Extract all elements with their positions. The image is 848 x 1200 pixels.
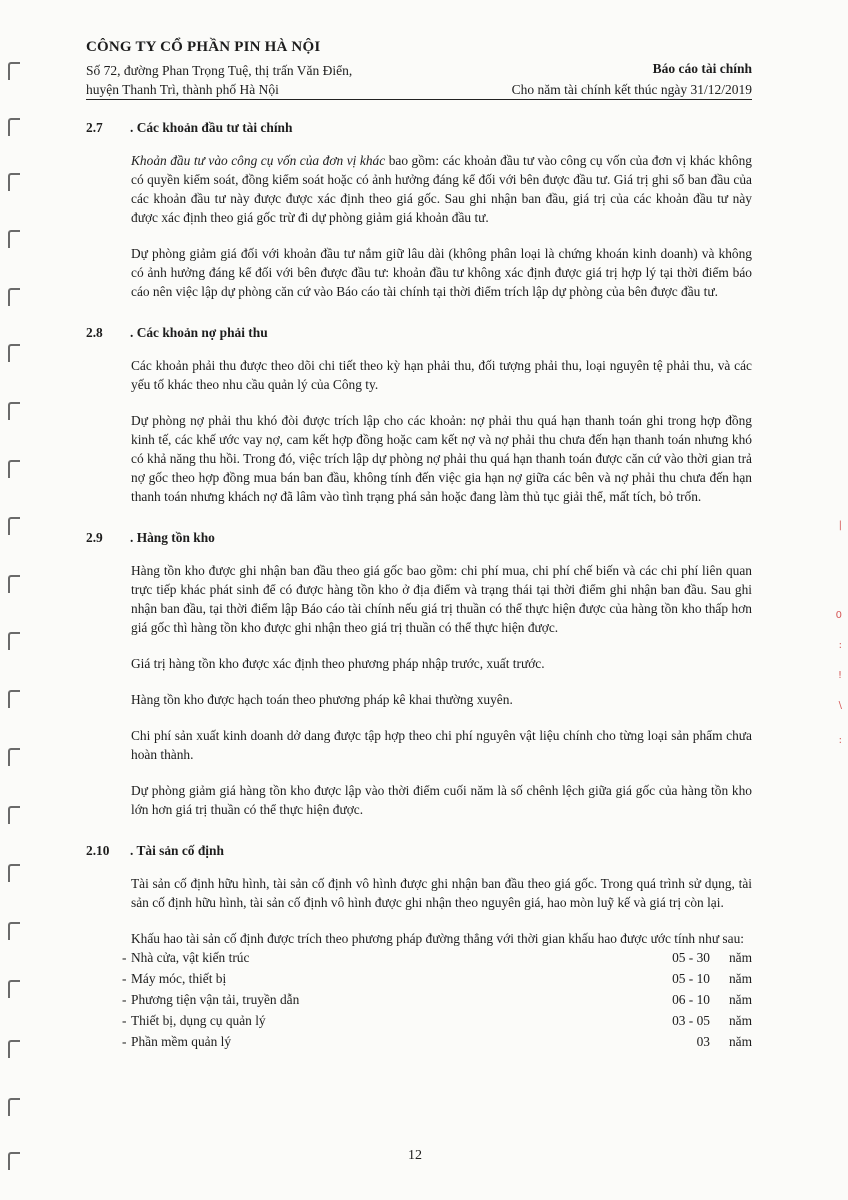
section-title: . Hàng tồn kho [130,530,215,545]
depreciation-years: 06 - 10 [672,992,710,1007]
paragraph: Khấu hao tài sản cố định được trích theo phương pháp đường thẳng với thời gian khấu hao được ước tính như sau: [131,931,745,946]
asset-category: Thiết bị, dụng cụ quản lý [131,1013,266,1028]
section-title: . Tài sản cố định [130,843,224,858]
list-bullet: - [122,971,127,986]
section-title: . Các khoản đầu tư tài chính [130,120,293,135]
depreciation-unit: năm [728,950,752,965]
binder-mark [8,632,20,650]
section-number: 2.8 [86,325,103,340]
section-heading [86,528,752,547]
paragraph: Giá trị hàng tồn kho được xác định theo phương pháp nhập trước, xuất trước. [131,656,545,671]
binder-mark [8,1152,20,1170]
list-bullet: - [122,992,127,1007]
paragraph: Các khoản phải thu được theo dõi chi tiết theo kỳ hạn phải thu, đối tượng phải thu, loại nguyên tệ phải thu, và các yếu tố khác theo nhu cầu quản lý của Công ty. [131,358,752,392]
binder-mark [8,230,20,248]
paragraph: Hàng tồn kho được ghi nhận ban đầu theo giá gốc bao gồm: chi phí mua, chi phí chế biến và các chi phí liên quan trực tiếp khác phát sinh để có được hàng tồn kho ở địa điểm và trạng thái tại thời điểm ghi nhận ban đầu. Sau ghi nhận ban đầu, tại thời điểm lập Báo cáo tài chính nếu giá trị thuần có thể thực hiện được của hàng tồn kho thấp hơn giá gốc thì hàng tồn kho được ghi nhận theo giá trị thuần có thể thực hiện được. [131,563,752,635]
depreciation-years: 03 - 05 [672,1013,710,1028]
binder-mark [8,864,20,882]
paragraph-text: bao gồm: các khoản đầu tư vào công cụ vốn của đơn vị khác không có quyền kiểm soát, đồng kiểm soát hoặc có ảnh hưởng đáng kể đối với bên được đầu tư. Giá trị ghi sổ ban đầu của các khoản đầu tư này được được xác định theo giá gốc. Sau ghi nhận ban đầu, giá trị của các khoản đầu tư này được xác định theo giá gốc trừ đi dự phòng giảm giá khoản đầu tư. [131,153,752,225]
binder-mark [8,173,20,191]
depreciation-list [86,948,752,1053]
list-item [86,1011,752,1032]
stamp-fragment: : [838,640,842,651]
binder-mark [8,575,20,593]
section-heading [86,323,752,342]
binder-mark [8,517,20,535]
section-number: 2.9 [86,530,103,545]
list-item [86,969,752,990]
binder-mark [8,1098,20,1116]
binder-mark [8,118,20,136]
asset-category: Máy móc, thiết bị [131,971,227,986]
asset-category: Phần mềm quản lý [131,1034,232,1049]
binder-mark [8,748,20,766]
header-divider [86,99,752,100]
paragraph: Dự phòng giảm giá hàng tồn kho được lập vào thời điểm cuối năm là số chênh lệch giữa giá gốc của hàng tồn kho lớn hơn giá trị thuần có thể thực hiện được. [131,783,752,817]
section-title: . Các khoản nợ phải thu [130,325,268,340]
depreciation-unit: năm [728,992,752,1007]
depreciation-years: 05 - 10 [672,971,710,986]
section-number: 2.10 [86,843,110,858]
list-bullet: - [122,950,127,965]
list-item [86,948,752,969]
section-heading [86,118,752,137]
stamp-fragment: ! [837,670,842,681]
document-body [86,118,752,1053]
depreciation-unit: năm [728,1013,752,1028]
list-bullet: - [122,1034,127,1049]
binder-mark [8,460,20,478]
binder-mark [8,62,20,80]
stamp-fragment: : [838,735,842,746]
depreciation-unit: năm [728,971,752,986]
paragraph-lead: Khoản đầu tư vào công cụ vốn của đơn vị khác [131,153,386,168]
paragraph: Tài sản cố định hữu hình, tài sản cố định vô hình được ghi nhận ban đầu theo giá gốc. Trong quá trình sử dụng, tài sản cố định hữu hình, tài sản cố định vô hình được ghi nhận theo nguyên giá, hao mòn luỹ kế và giá trị còn lại. [131,876,752,910]
stamp-fragment: 0 [835,610,842,621]
list-item [86,1032,752,1053]
paragraph [131,151,752,227]
binder-mark [8,980,20,998]
company-address-line-2: huyện Thanh Trì, thành phố Hà Nội [86,82,279,97]
asset-category: Nhà cửa, vật kiến trúc [131,950,250,965]
binder-mark [8,288,20,306]
company-address-line-1: Số 72, đường Phan Trọng Tuệ, thị trấn Văn Điển, [86,63,353,78]
stamp-fragment: | [838,520,842,531]
binder-mark [8,402,20,420]
binder-mark [8,1040,20,1058]
paragraph: Chi phí sản xuất kinh doanh dở dang được tập hợp theo chi phí nguyên vật liệu chính cho từng loại sản phẩm chưa hoàn thành. [131,728,752,762]
binder-mark [8,690,20,708]
binder-mark [8,806,20,824]
list-bullet: - [122,1013,127,1028]
page-number: 12 [408,1148,422,1163]
report-title: Báo cáo tài chính [652,61,752,76]
section-number: 2.7 [86,120,103,135]
report-period: Cho năm tài chính kết thúc ngày 31/12/2019 [511,82,752,97]
paragraph: Dự phòng nợ phải thu khó đòi được trích lập cho các khoản: nợ phải thu quá hạn thanh toán ghi trong hợp đồng kinh tế, các khế ước vay nợ, cam kết hợp đồng hoặc cam kết nợ và nợ phải thu chưa đến hạn thanh toán nhưng khó có khả năng thu hồi. Trong đó, việc trích lập dự phòng nợ phải thu quá hạn thanh toán được căn cứ vào thời gian trả nợ gốc theo hợp đồng mua bán ban đầu, không tính đến việc gia hạn nợ giữa các bên và nợ phải thu chưa đến hạn thanh toán nhưng khách nợ đã lâm vào tình trạng phá sản hoặc đang làm thủ tục giải thể, mất tích, bỏ trốn. [131,413,752,504]
depreciation-unit: năm [728,1034,752,1049]
asset-category: Phương tiện vận tải, truyền dẫn [131,992,300,1007]
depreciation-years: 05 - 30 [672,950,710,965]
company-name: CÔNG TY CỔ PHẦN PIN HÀ NỘI [86,39,321,55]
binder-mark [8,922,20,940]
stamp-fragment: \ [838,700,842,711]
depreciation-years: 03 [696,1034,710,1049]
binder-mark [8,344,20,362]
list-item [86,990,752,1011]
paragraph: Hàng tồn kho được hạch toán theo phương pháp kê khai thường xuyên. [131,692,513,707]
paragraph: Dự phòng giảm giá đối với khoản đầu tư nắm giữ lâu dài (không phân loại là chứng khoán kinh doanh) và không có ảnh hưởng đáng kể đối với bên được đầu tư: khoản đầu tư không xác định được giá trị hợp lý tại thời điểm báo cáo nên việc lập dự phòng căn cứ vào Báo cáo tài chính tại thời điểm trích lập dự phòng của bên được đầu tư. [131,246,752,299]
section-heading [86,841,752,860]
